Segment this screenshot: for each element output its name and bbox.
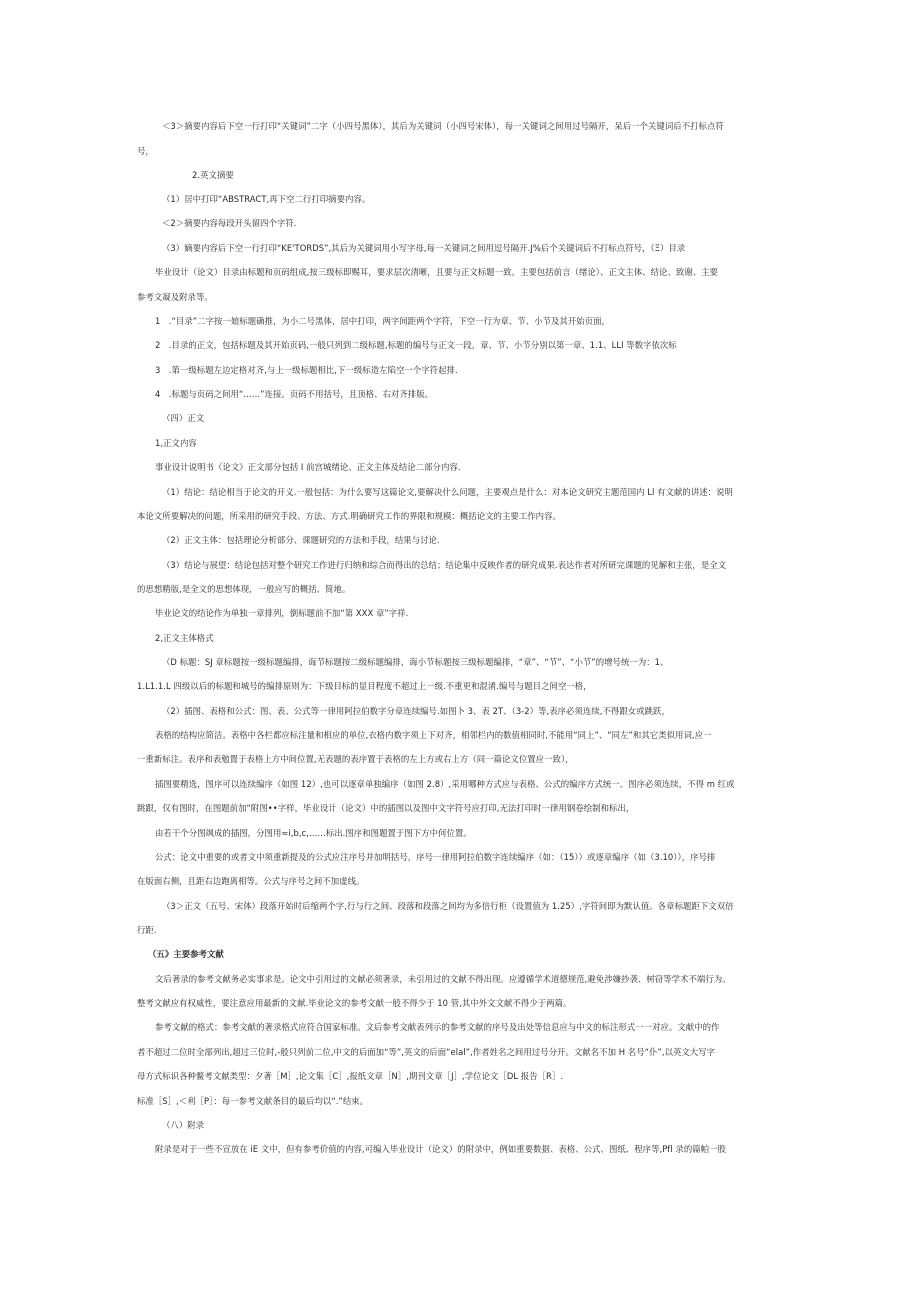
paragraph-line: 行距. bbox=[137, 925, 157, 935]
paragraph-line: 号， bbox=[137, 146, 154, 156]
paragraph-line: 附录是对于一些不宣放在 iE 文中，但有参考价值的内容,可编入毕业设计（论文）的附录中，例如重要数据、表格、公式、图纸、程序等,Pfl 录的篇帕一股 bbox=[155, 1144, 726, 1154]
paragraph-line: （1）结论：结论相当于论文的开义.一般包括：为什么要写这篇论文,要解决什么问题，主要观点是什么：对本论文研究主题范国内 Ll 有文献的讲述：说明 bbox=[162, 487, 733, 497]
paragraph-line: 的思想精版,是全文的思想体现，一般应写的概括、简地。 bbox=[137, 584, 351, 594]
paragraph-line: 文后著录的参考文献务必实事求是。论文中引用过的文献必须著录，未引用过的文献不得出现。应遵循学术道德规范,避免涉嫌抄袭、树窃等学术不端行为。 bbox=[155, 974, 731, 984]
paragraph-line: 母方式标识各种鳌考文献类型：夕著［M］,论文集［C］,报纸文章［N］,期刊文章［J］,学位论文［DL 报告［R］. bbox=[137, 1071, 564, 1081]
paragraph-line: 在版面右侧，且距右边跑离相等。公式与序号之间不加虚线。 bbox=[137, 876, 365, 886]
paragraph-line: 一重新标注。表序和表勉置于表格上方中间位置,无表题的表序置于表格的左上方或右上方（同一篇论文位置应一致）， bbox=[137, 754, 574, 764]
paragraph-line: ＜2＞摘要内容每段开头留四个字符. bbox=[162, 218, 297, 228]
paragraph-line: （1）居中打印“ABSTRACT,再下空二行打印摘要内容。 bbox=[162, 194, 371, 204]
section-heading: （八）附录 bbox=[162, 1120, 205, 1130]
section-heading: 2,正文主体格式 bbox=[155, 633, 214, 643]
paragraph-line: （D 标题：SJ 章标题按一级标题编排，诲节标题按二级标题编排，诲小节标题按三级标题编排，“章”、“节”、“小节”的增号统一为：1、 bbox=[162, 657, 669, 667]
paragraph-line: （3）嫡要内容后下空一行打印“KE'TORDS”,其后为关键词用小写字母,每一关键词之间用逗号隔开.J%后个关键词后不打标点符号，（Ξ）目录 bbox=[162, 243, 686, 253]
list-item: 1 .“目录”二字按一娘标题确推，为小二号黑体，居中打印，两字间距两个字符，下空一行为章、节、小节及其开始页面， bbox=[155, 316, 610, 326]
paragraph-line: 标准［S］,＜利［P］：每一参考文献条目的最后均以“.”结束。 bbox=[137, 1096, 369, 1106]
paragraph-line: 本论文所要解决的问题，所采用的研究手段、方法、方式.明确研究工作的界限和规模：概括论文的主要工作内容。 bbox=[137, 511, 561, 521]
paragraph-line: 整考文献应有权威性，要注意应用最新的文献.毕业论文的参考文献一般不得少于 10 管,其中外文文献不得少于两篇。 bbox=[137, 998, 572, 1008]
paragraph-line: 者不超过二位时全部列出,超过三位时,-般只列前二位,中文的后面加“等”,英文的后面“elal”,作者姓名之间用过号分开。文献名不加 H 名号“仆”,以英文大写字 bbox=[137, 1047, 716, 1057]
list-item: 4 .标题与页码之间用“……”连接。页码不用括号，且顶格、右对齐排版。 bbox=[155, 389, 434, 399]
section-heading: （五》主要参考文献 bbox=[148, 949, 224, 959]
paragraph-line: 公式：论文中重要的或者文中须重新提及的公式应注序号并加明括号，序号一律用阿拉伯数字连续编序（如：（15））或逐章编序（如（3.10）），序号排 bbox=[155, 852, 716, 862]
paragraph-line: （2）正文主体：包括理论分析部分、课题研究的方法和手段，结果与讨论. bbox=[162, 535, 440, 545]
paragraph-line: ＜3＞摘要内容后下空一行打印“关键词”二字（小四号黑体），其后为关键词（小四号宋体），每一关键词之间用过号隔开，呆后一个关键词后不打标点符 bbox=[162, 121, 724, 131]
paragraph-line: 由若干个分图飒成的插图，分图用≈i,b,c,……标出.图序和图题置于图下方中何位置。 bbox=[155, 828, 472, 838]
list-item: 3 .第一级标题左边定格对齐,与上一级标题相比,下一级标造左陷空一个字符起排. bbox=[155, 365, 458, 375]
list-item: 2 .目录的正文，包括标题及其开始页码,一般只列到二级标题,标题的编号与正文一段，章、节、小节分别以第一章、1.1、LLl 等数字依次标 bbox=[155, 340, 677, 350]
paragraph-line: （3＞正文（五号、宋体）段落开始时后缩两个字,行与行之间、段落和段落之间均为多倍行柜（设置值为 1.25）,字符间即为默认值。各章标题距下文双倍 bbox=[162, 901, 734, 911]
paragraph-line: 表格的结构应简洁。表格中各栏都应标注量和相应的单位,衣格内数字须上下对齐，相邻栏内的数值相同时,不能用“同上”、“同左”和其它类似用词,应一 bbox=[155, 730, 712, 740]
paragraph-line: 事业设计说明书（论文》正文部分包括 I 前宫城绪论、正文主体及结论二部分内容. bbox=[155, 462, 461, 472]
paragraph-line: 跳跟，仅有图时，在图题前加“附图••字样，毕业设计（论文）中的插图以及图中文字符号应打印,无法打印时一律用钢卷绘制和标出， bbox=[137, 803, 635, 813]
paragraph-line: （3）结论与展望：结论包括对整个研究工作进行归纳和综合而得出的总结；结论集中反映作者的研究成果.表达作者对所研完课题的见解和主张，是全文 bbox=[162, 560, 727, 570]
paragraph-line: 毕业论文的结论作为单独一章排列，倒标题前不加“第 XXX 章”字祥. bbox=[155, 608, 409, 618]
paragraph-line: （2）插图、表格和公式：图、表、公式等一律用阿拉伯数字分章连续编号.如图卜 3、表 2T、（3-2）等,表序必须连续,不得跟女或跳跃， bbox=[162, 706, 670, 716]
section-heading: （四）正文 bbox=[162, 413, 205, 423]
paragraph-line: 1.L1.1.L 四级以后的标题和城号的编排原则为：下级目标的显目程度不超过上一级.不重更和混淆.编号与题目之间空一格， bbox=[137, 681, 592, 691]
paragraph-line: 毕业设计（论文）目录由标题和页码组成,按三级标即赐耳，要求层次清晰，且要与正文标题一致。主要包括前言（绪论）、正文主体、结论、致谢、主要 bbox=[155, 267, 718, 277]
paragraph-line: 参考文献的格式：参考文献的著录格式应符合国家标准。文后参考文献表列示的参考文献的序号及出处等信息应与中文的标注形式一一对应。文献中的作 bbox=[155, 1022, 720, 1032]
paragraph-line: 参考文凝及附录等。 bbox=[137, 292, 213, 302]
section-heading: 1,正文内容 bbox=[155, 438, 197, 448]
paragraph-line: 插图要精选，图序可以连续编序（如图 12）,也可以逐章单独编序（如图 2.8）,采用哪种方式应与表格、公式的编序方式统一。图序必须连续，不得 m 红或 bbox=[155, 779, 735, 789]
section-heading: 2.英文摘要 bbox=[192, 170, 234, 180]
